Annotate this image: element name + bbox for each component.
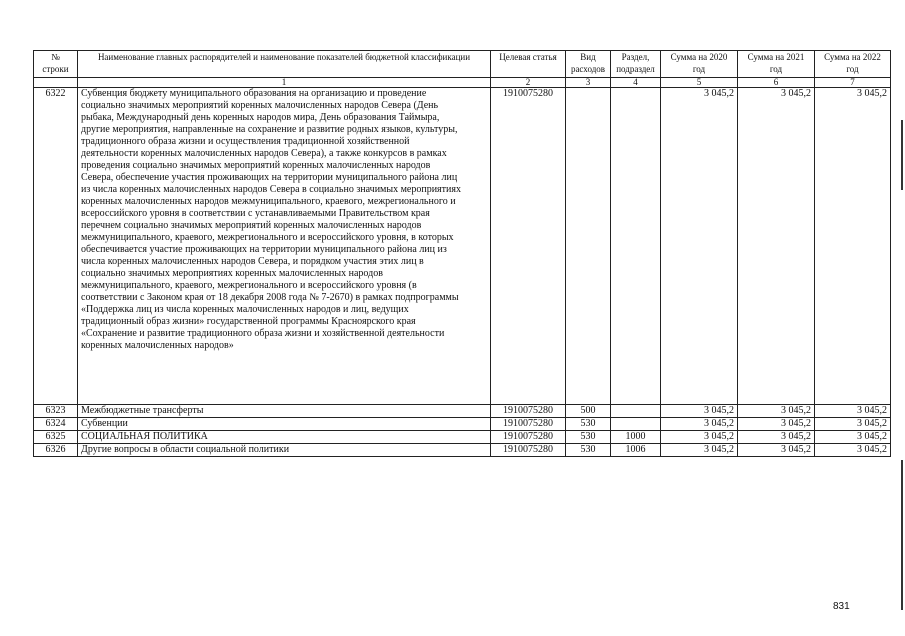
- expense-type: 500: [566, 405, 611, 418]
- sum-2021: 3 045,2: [738, 88, 815, 405]
- scan-edge-mark: [901, 460, 903, 610]
- expense-type: 530: [566, 418, 611, 431]
- row-name: СОЦИАЛЬНАЯ ПОЛИТИКА: [78, 431, 491, 444]
- header-expense-type: Вид расходов: [566, 51, 611, 78]
- line-number: 6324: [34, 418, 78, 431]
- column-number: 6: [738, 78, 815, 88]
- column-number: [34, 78, 78, 88]
- target-article: 1910075280: [491, 405, 566, 418]
- row-name: Субвенции: [78, 418, 491, 431]
- table-row: [34, 405, 891, 418]
- target-article: 1910075280: [491, 431, 566, 444]
- line-number: 6322: [34, 88, 78, 405]
- column-number: 3: [566, 78, 611, 88]
- target-article: 1910075280: [491, 418, 566, 431]
- sum-2020: 3 045,2: [661, 418, 738, 431]
- section-code: [611, 405, 661, 418]
- header-sum-2021: Сумма на 2021 год: [738, 51, 815, 78]
- expense-type: [566, 88, 611, 405]
- table-row: [34, 418, 891, 431]
- sum-2022: 3 045,2: [815, 444, 891, 457]
- sum-2020: 3 045,2: [661, 88, 738, 405]
- expense-type: 530: [566, 444, 611, 457]
- column-number: 4: [611, 78, 661, 88]
- sum-2022: 3 045,2: [815, 431, 891, 444]
- row-name: Межбюджетные трансферты: [78, 405, 491, 418]
- column-number: 2: [491, 78, 566, 88]
- column-number: 5: [661, 78, 738, 88]
- header-row: [34, 51, 891, 78]
- sum-2021: 3 045,2: [738, 405, 815, 418]
- table-row: [34, 431, 891, 444]
- section-code: [611, 418, 661, 431]
- header-sum-2020: Сумма на 2020 год: [661, 51, 738, 78]
- row-name: Субвенция бюджету муниципального образования на организацию и проведение социально значимых мероприятий коренных малочисленных народов Севера (День рыбака, Международный день коренных народов мира, День образования Таймыра, другие мероприятия, направленные на сохранение и развитие родных языков, культуры, традиционного образа жизни и осуществления традиционной хозяйственной деятельности коренных малочисленных народов Севера), а также конкурсов в рамках проведения социально значимых мероприятий коренных малочисленных народов Севера, обеспечение участия проживающих на территории муниципального района лиц из числа коренных малочисленных народов Севера в социально значимых мероприятиях коренных малочисленных народов межмуниципального, краевого, межрегионального и всероссийского уровня в соответствии с устанавливаемыми Правительством края перечнем социально значимых мероприятий коренных малочисленных народов межмуниципального, краевого, межрегионального и всероссийского уровня, в которых обеспечивается участие проживающих на территории муниципального района лиц из числа коренных малочисленных народов Севера, и порядком участия этих лиц в социально значимых мероприятиях коренных малочисленных народов межмуниципального, краевого, межрегионального и всероссийского уровня (в соответствии с Законом края от 18 декабря 2008 года № 7-2670) в рамках подпрограммы «Поддержка лиц из числа коренных малочисленных народов и лиц, ведущих традиционный образ жизни» государственной программы Красноярского края «Сохранение и развитие традиционного образа жизни и хозяйственной деятельности коренных малочисленных народов»: [78, 88, 491, 405]
- sum-2022: 3 045,2: [815, 418, 891, 431]
- header-sum-2022: Сумма на 2022 год: [815, 51, 891, 78]
- line-number: 6325: [34, 431, 78, 444]
- line-number: 6323: [34, 405, 78, 418]
- sum-2020: 3 045,2: [661, 431, 738, 444]
- line-number: 6326: [34, 444, 78, 457]
- sum-2021: 3 045,2: [738, 444, 815, 457]
- sum-2022: 3 045,2: [815, 88, 891, 405]
- row-name: Другие вопросы в области социальной политики: [78, 444, 491, 457]
- target-article: 1910075280: [491, 88, 566, 405]
- sum-2021: 3 045,2: [738, 431, 815, 444]
- header-line-number: № строки: [34, 51, 78, 78]
- budget-table: [33, 50, 891, 457]
- header-section: Раздел, подраздел: [611, 51, 661, 78]
- section-code: [611, 88, 661, 405]
- column-number: 1: [78, 78, 491, 88]
- sum-2022: 3 045,2: [815, 405, 891, 418]
- sum-2021: 3 045,2: [738, 418, 815, 431]
- section-code: 1000: [611, 431, 661, 444]
- header-target-article: Целевая статья: [491, 51, 566, 78]
- table-row: [34, 444, 891, 457]
- column-number: 7: [815, 78, 891, 88]
- scan-edge-mark: [901, 120, 903, 190]
- sum-2020: 3 045,2: [661, 405, 738, 418]
- target-article: 1910075280: [491, 444, 566, 457]
- column-number-row: [34, 78, 891, 88]
- table-row: [34, 88, 891, 405]
- header-name: Наименование главных распорядителей и наименование показателей бюджетной классификации: [78, 51, 491, 78]
- sum-2020: 3 045,2: [661, 444, 738, 457]
- page-number: 831: [833, 601, 850, 612]
- expense-type: 530: [566, 431, 611, 444]
- section-code: 1006: [611, 444, 661, 457]
